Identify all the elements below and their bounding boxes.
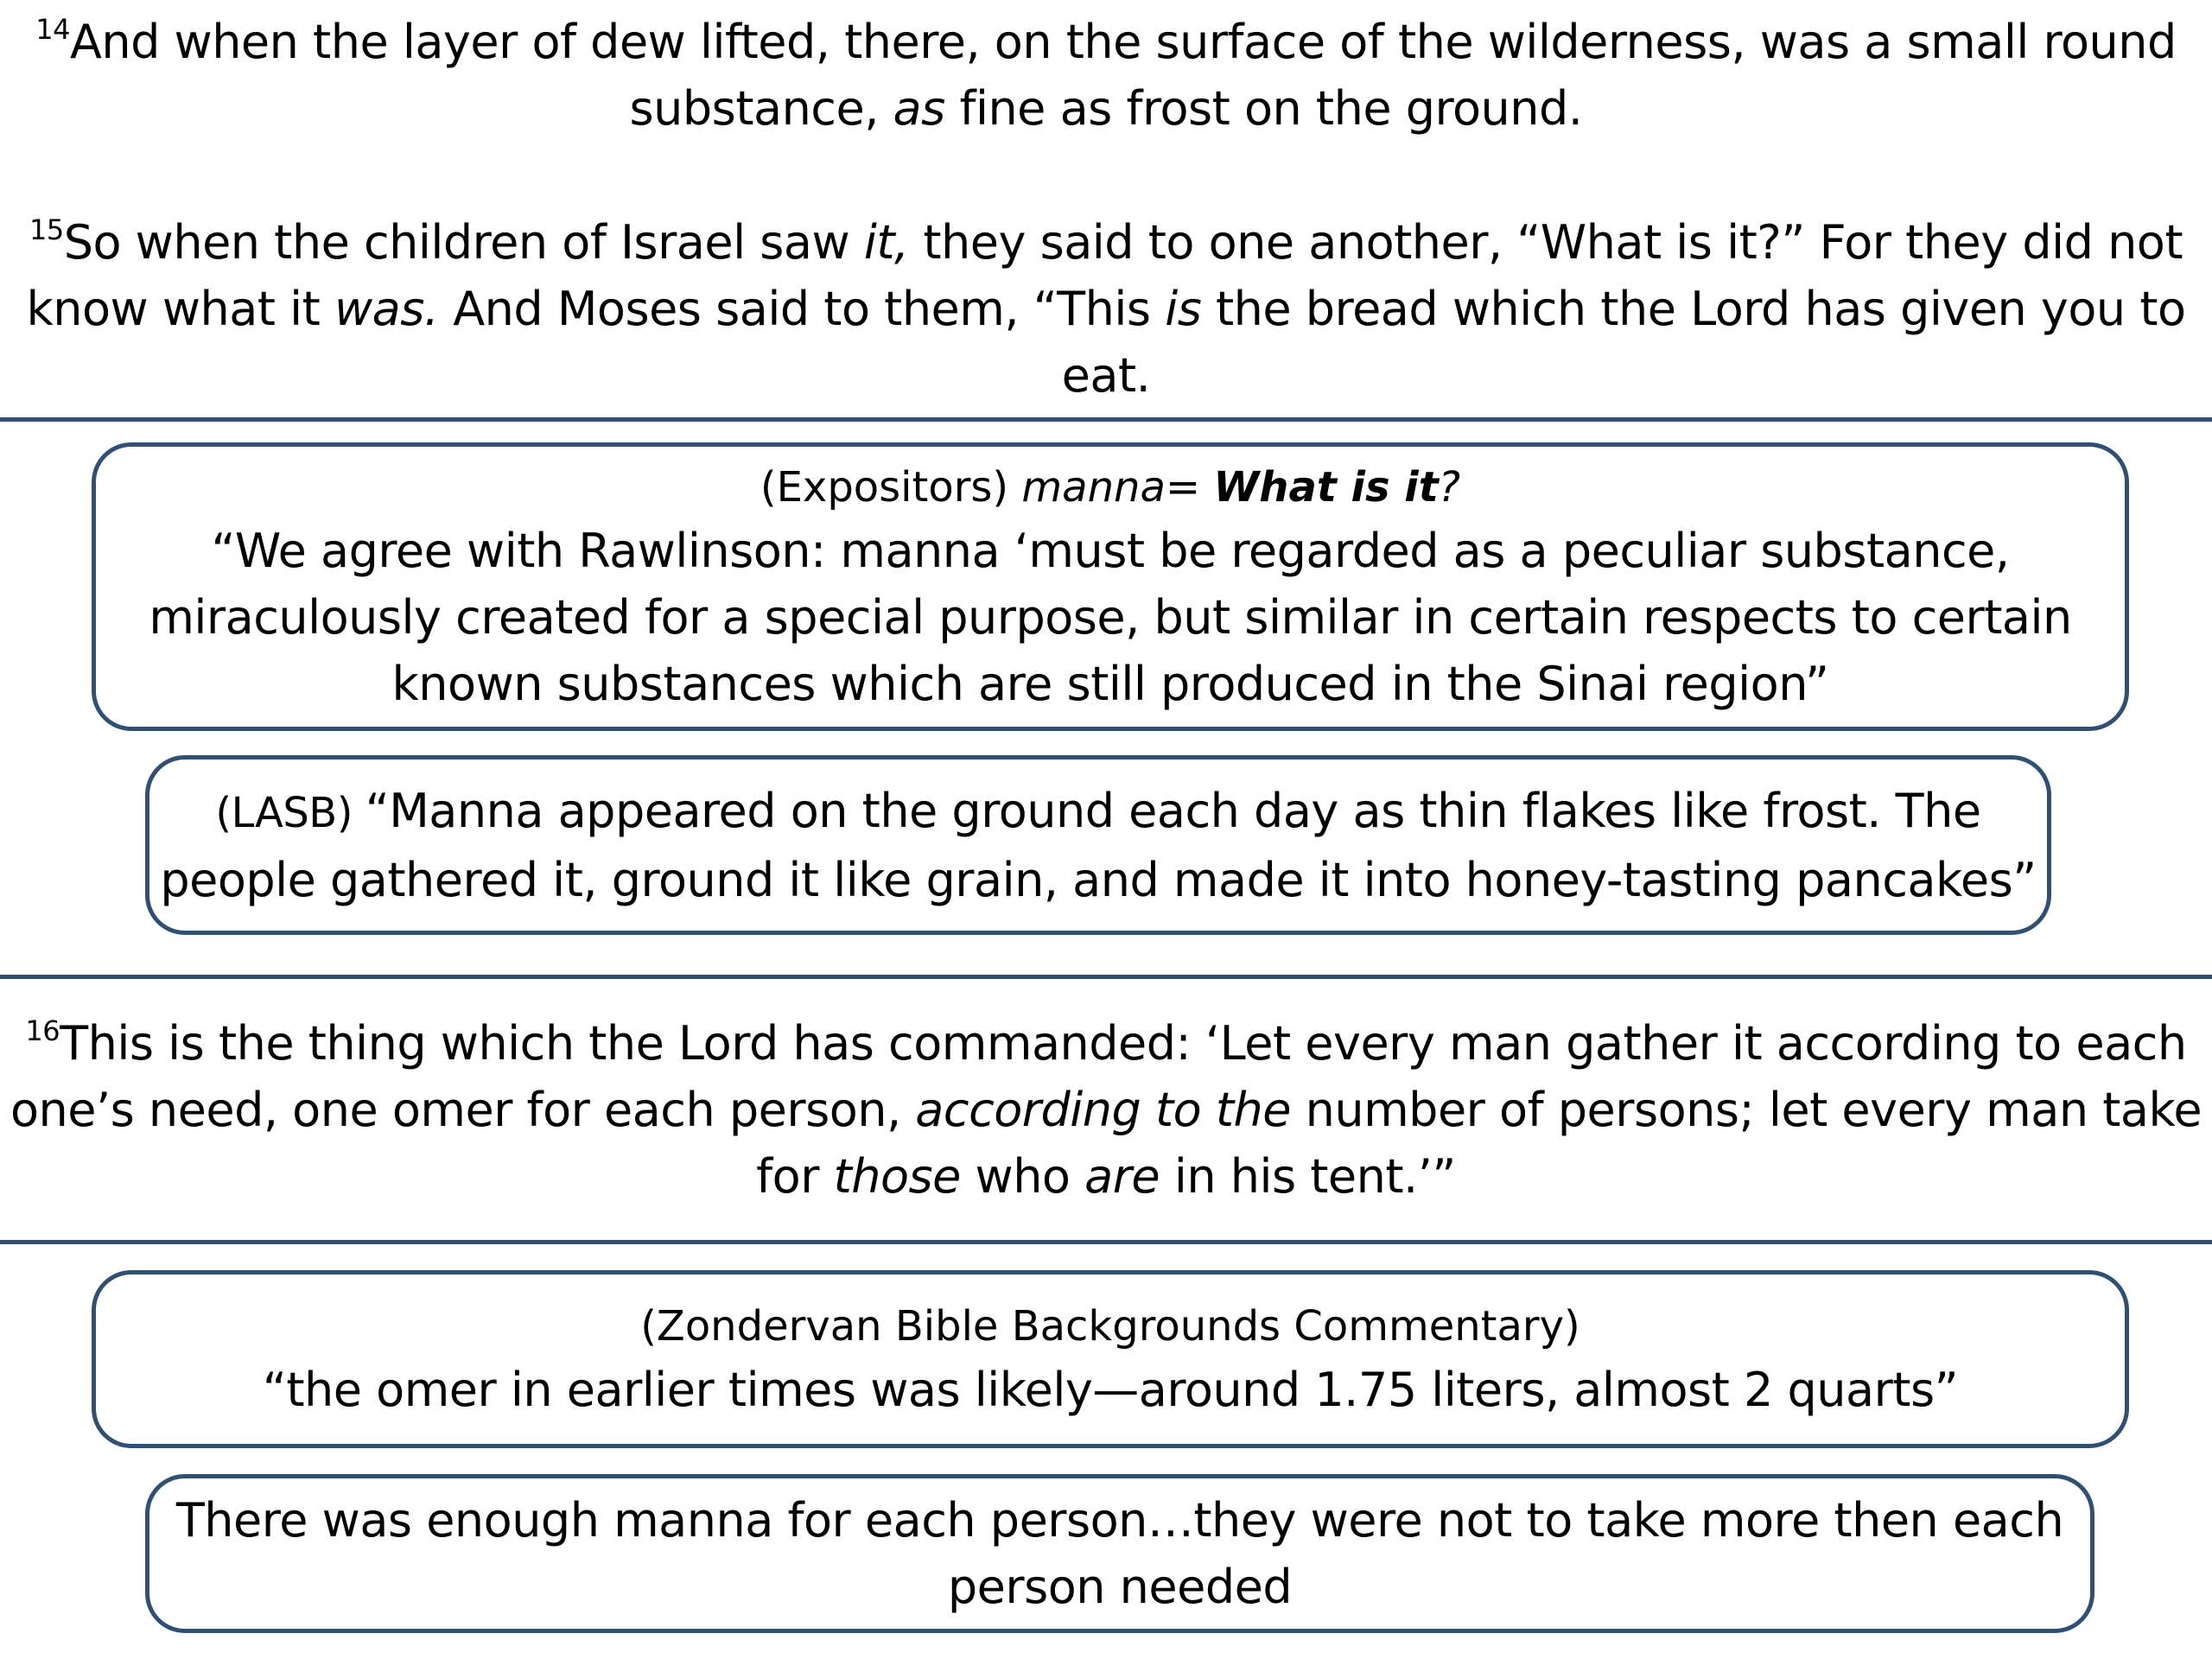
expositors-source: (Expositors) [760,462,1022,512]
zondervan-source: (Zondervan Bible Backgrounds Commentary) [640,1301,1580,1351]
verse-15-italic-was: was. [334,281,439,336]
expositors-quote-line3: known substances which are still produced in the Sinai region” [391,656,1829,711]
verse-16-text-2a: one’s need, one omer for each person, [10,1082,916,1137]
equals-sign: = [1165,462,1214,512]
zondervan-quote: “the omer in earlier times was likely—around 1.75 liters, almost 2 quarts” [262,1362,1959,1417]
expositors-quote-line2: miraculously created for a special purpose, but similar in certain respects to certain [149,589,2072,645]
verse-16-line2 [10,1077,2202,1143]
lasb-quote-line2: people gathered it, ground it like grain, and made it into honey-tasting pancakes” [160,852,2037,907]
manna-term: manna [1021,462,1166,512]
verse-14-text-b: fine as frost on the ground. [944,80,1583,136]
verse-16-line1 [25,1010,2186,1077]
verse-15-italic-is: is [1165,281,1202,336]
verse-16-italic-according: according to the [915,1082,1291,1137]
verse-15-number: 15 [29,213,64,246]
verse-16-text-1: This is the thing which the Lord has commanded: ‘Let every man gather it according to each [60,1015,2187,1071]
expositors-commentary-box [92,442,2129,731]
manna-meaning: What is it [1213,462,1439,512]
verse-15-italic-it: it, [863,214,909,270]
verse-14-text: And when the layer of dew lifted, there, on the surface of the wilderness, was a small round [69,14,2177,69]
verse-15-line1 [29,209,2183,276]
zondervan-commentary-box [92,1270,2129,1448]
conclusion-line1: There was enough manna for each person…they were not to take more then each [175,1493,2064,1548]
verse-15-text-d: And Moses said to them, “This [438,281,1166,336]
verse-15-line3: eat. [1061,347,1151,403]
verse-16-text-3c: in his tent.’” [1160,1148,1456,1204]
verse-14-line1 [35,9,2177,75]
verse-14-italic: as [893,80,945,136]
verse-16-number: 16 [25,1014,60,1047]
lasb-commentary-box [145,755,2051,935]
verse-15-text-a: So when the children of Israel saw [63,214,864,270]
verse-16-line3 [756,1143,1456,1210]
lasb-quote-text1: “Manna appeared on the ground each day as thin flakes like frost. The [365,783,1981,838]
verse-16-text-3a: for [756,1148,834,1204]
verse-16-italic-are: are [1084,1148,1160,1204]
expositors-quote-line1: “We agree with Rawlinson: manna ‘must be regarded as a peculiar substance, [211,523,2010,578]
expositors-heading [760,457,1460,518]
conclusion-line2: person needed [947,1560,1293,1614]
verse-14-text-a: substance, [629,80,893,136]
verse-15-text-e: the bread which the Lord has given you to [1201,281,2186,336]
verse-16-box [0,975,2212,1244]
conclusion-box [145,1474,2094,1633]
verse-15-text-c: know what it [26,281,334,336]
verses-14-15-box [0,0,2212,422]
verse-15-line2 [26,276,2185,342]
lasb-quote-line1 [215,778,1980,847]
verse-15-text-b: they said to one another, “What is it?” For they did not [908,214,2183,270]
verse-16-italic-those: those [833,1148,961,1204]
verse-16-text-2b: number of persons; let every man take [1290,1082,2202,1137]
verse-14-line2 [630,75,1583,142]
verse-16-text-3b: who [960,1148,1085,1204]
question-mark: ? [1438,462,1461,512]
lasb-source: (LASB) [215,788,365,837]
verse-14-number: 14 [35,12,70,46]
